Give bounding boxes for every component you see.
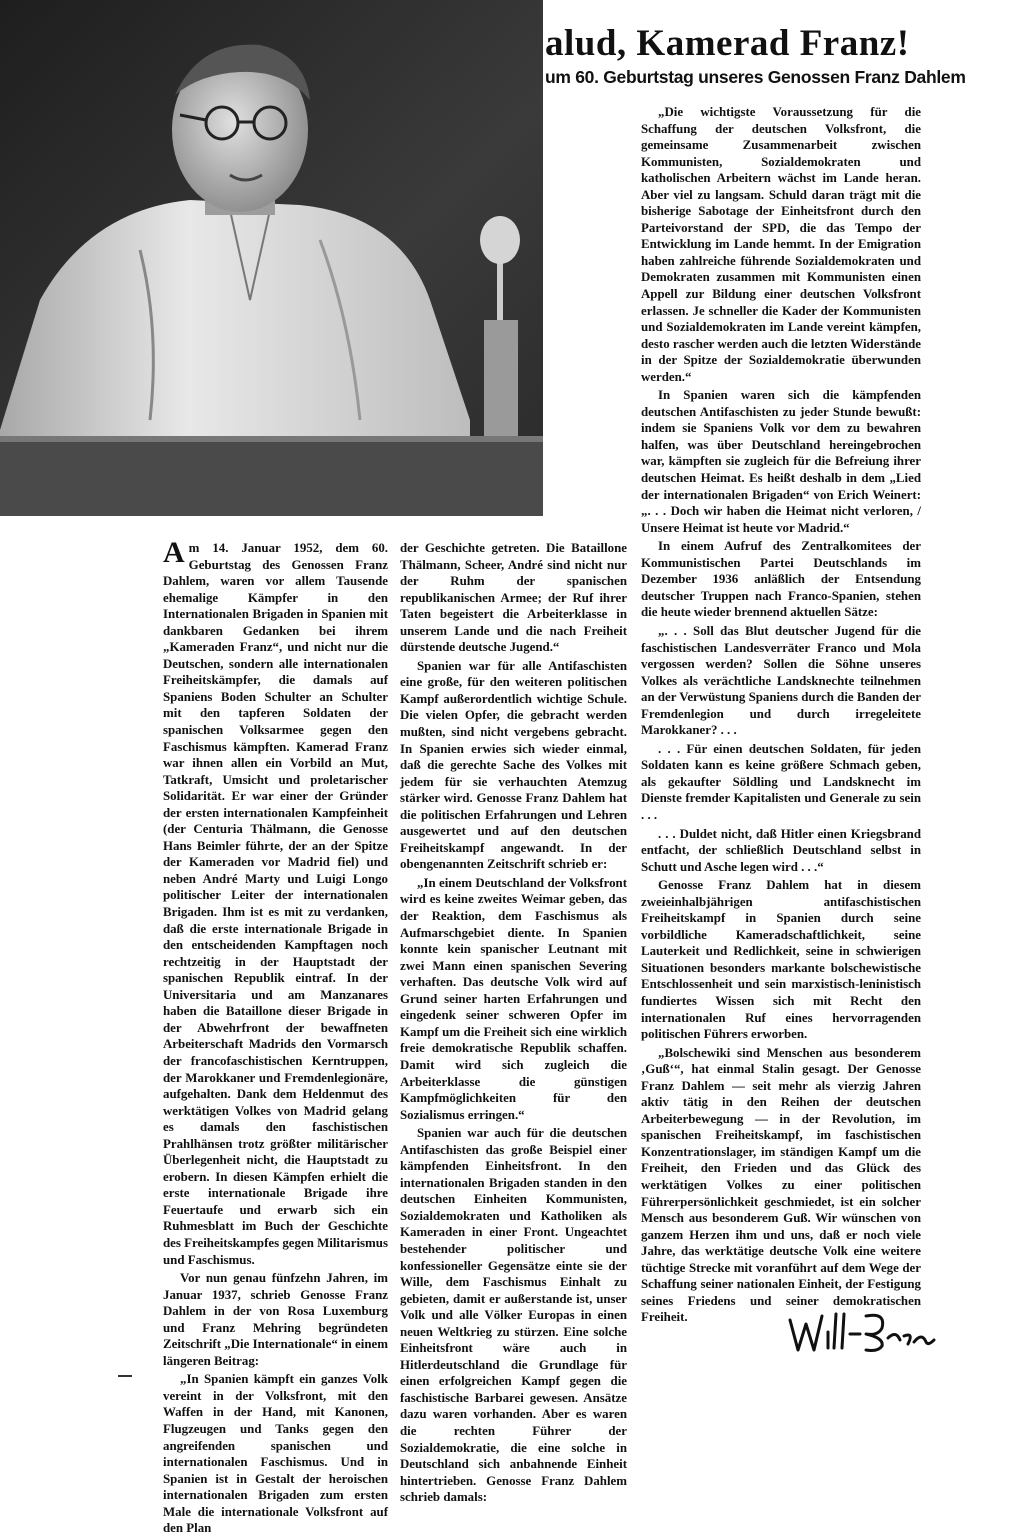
- paragraph: In einem Aufruf des Zentralkomitees der Kommunistischen Partei Deutschlands im Dezember 1936 anläßlich der Entsendung deutscher Truppen nach Franco-Spanien, stehen die heute wieder brennend aktuellen Sätze:: [641, 539, 921, 620]
- paragraph: „Die wichtigste Voraussetzung für die Schaffung der deutschen Volksfront, die gemeinsame Zusammenarbeit zwischen Kommunisten, Sozialdemokraten und katholischen Arbeitern wächst im Lande heran. Aber viel zu langsam. Schuld daran trägt mit die bisherige Sabotage der Einheitsfront durch den Parteivorstand der SPD, die das Tempo der Entwicklung im Lande hemmt. In der Emigration haben zahlreiche führende Sozialdemokraten und Demokraten zusammen mit Kommunisten einen Appell zur Bildung einer deutschen Volksfront erlassen. Je schneller die Kader der Kommunisten und Sozialdemokraten im Lande vereint kämpfen, desto rascher werden auch die letzten Widerstände in der Spitze der Sozialdemokratie überwunden werden.“: [641, 105, 921, 384]
- column-2: [400, 540, 627, 1508]
- paragraph-text: m 14. Januar 1952, dem 60. Geburtstag des Genossen Franz Dahlem, waren vor allem Tausende ehemalige Kämpfer in den Internationalen Brigaden in Spanien mit dankbaren Gedanken bei ihrem „Kameraden Franz“, und nicht nur die Deutschen, sondern alle internationalen Freiheitskämpfer, die damals auf Spaniens Boden Schulter an Schulter mit den tapferen Soldaten der spanischen Volksarmee gegen den Faschismus kämpften. Kamerad Franz war ihnen allen ein Vorbild an Mut, Tatkraft, Umsicht und proletarischer Solidarität. Er war einer der Gründer der ersten internationalen Kampfeinheit (der Centuria Thälmann, die Genosse Hans Beimler führte, der an der Spitze der Kameraden vor Madrid fiel) und neben André Marty und Luigi Longo politischer Leiter der internationalen Brigaden. Ihm ist es mit zu verdanken, daß die erste internationale Brigade in den entscheidenden Kampftagen noch rechtzeitig in der Hauptstadt der spanischen Republik eintraf. In der Universitaria und am Manzanares haben die Bataillone dieser Brigade in der Abwehrfront der bewaffneten Arbeiterschaft Madrids den Vormarsch der francofaschistischen Kerntruppen, der Marokkaner und Fremdenlegionäre, aufgehalten. Dank dem Heldenmut des werktätigen Volkes von Madrid gelang es damals den faschistischen Prahlhänsen trotz größter militärischer Überlegenheit nicht, die Hauptstadt zu erobern. In diesen Kämpfen erhielt die erste internationale Brigade ihre Feuertaufe und erwarb sich ein Ruhmesblatt im Buch der Geschichte des Freiheitskampfes gegen Militarismus und Faschismus.: [163, 541, 388, 1267]
- subheadline: um 60. Geburtstag unseres Genossen Franz Dahlem: [545, 67, 966, 87]
- paragraph: „In Spanien kämpft ein ganzes Volk vereint in der Volksfront, mit den Waffen in der Hand, mit Kanonen, Flugzeugen und Tanks gegen den angreifenden spanischen und internationalen Faschismus. Und in Spanien ist in Gestalt der heroischen internationalen Brigaden zum ersten Male die internationale Volksfront auf den Plan: [163, 1372, 388, 1536]
- drop-cap: A: [163, 536, 185, 569]
- paragraph: „In einem Deutschland der Volksfront wird es keine zweites Weimar geben, das der Reaktion, dem Faschismus als Aufmarschgebiet diente. In Spanien konnte kein spanischer Leutnant mit zwei Mann einen spanischen Severing verhaften. Das deutsche Volk wird auf Grund seiner harten Erfahrungen und eingedenk seiner schweren Opfer im Kampf um die Freiheit sich eine wirklich freie demokratische Republik schaffen. Damit wird sich zugleich die Arbeiterklasse die günstigen Kampfmöglichkeiten für den Sozialismus erringen.“: [400, 875, 627, 1122]
- paragraph: „Bolschewiki sind Menschen aus besonderem ‚Guß‘“, hat einmal Stalin gesagt. Der Genosse Franz Dahlem — seit mehr als vierzig Jahren aktiv tätig in den Reihen der deutschen Arbeiterbewegung — in der Revolution, im spanischen Freiheitskampf, im faschistischen Konzentrationslager, im ständigen Kampf um die Freiheit, den Frieden und das Glück des werktätigen Volkes zu einer politischen Führerpersönlichkeit geschmiedet, ist ein solcher Mensch aus besonderem Guß. Wir wünschen von ganzem Herzen ihm und uns, daß er noch viele Jahre, das werktätige deutsche Volk eine weitere tüchtige Strecke mit voranführt auf dem Wege der Schaffung seiner nationalen Einheit, der Festigung seines Friedens und seiner demokratischen Freiheit.: [641, 1045, 921, 1325]
- column-1: [163, 536, 388, 1539]
- headline: alud, Kamerad Franz!: [545, 23, 910, 64]
- paragraph: [163, 536, 388, 1268]
- paragraph: Genosse Franz Dahlem hat in diesem zweieinhalbjährigen antifaschistischen Freiheitskampf in Spanien durch seine vorbildliche Kameradschaftlichkeit, seine Lauterkeit und Redlichkeit, seine in schwierigen Situationen besonders markante bolschewistische Entschlossenheit und sein marxistisch-leninistisch fundiertes Wissen sich mit Recht den internationalen Ruf eines hervorragenden politischen Führers erworben.: [641, 878, 921, 1042]
- paragraph: Spanien war für alle Antifaschisten eine große, für den weiteren politischen Kampf außerordentlich wichtige Schule. Die vielen Opfer, die gebracht werden mußten, sind nicht vergebens gebracht. In Spanien erwies sich wieder einmal, daß die gerechte Sache des Volkes mit jedem für sie verhauchten Atemzug stärker wird. Genosse Franz Dahlem hat die politischen Erfahrungen und Lehren ausgewertet und auf den deutschen Freiheitskampf angewandt. In der obengenannten Zeitschrift schrieb er:: [400, 658, 627, 872]
- column-3: [641, 104, 921, 1328]
- paragraph: In Spanien waren sich die kämpfenden deutschen Antifaschisten zu jeder Stunde bewußt: indem sie Spaniens Volk vor dem zu bewahren halfen, was über Deutschland hereingebrochen war, kämpften sie zugleich für die Befreiung ihrer deutschen Heimat. Es heißt deshalb in dem „Lied der internationalen Brigaden“ von Erich Weinert: „. . . Doch wir haben die Heimat nicht verloren, / Unsere Heimat ist heute vor Madrid.“: [641, 388, 921, 535]
- paragraph: Vor nun genau fünfzehn Jahren, im Januar 1937, schrieb Genosse Franz Dahlem in der von Rosa Luxemburg und Franz Mehring begründeten Zeitschrift „Die Internationale“ in einem längeren Beitrag:: [163, 1271, 388, 1368]
- paragraph: . . . Duldet nicht, daß Hitler einen Kriegsbrand entfacht, der schließlich Deutschland selbst in Schutt und Asche legen wird . . .“: [641, 826, 921, 874]
- page-mark: [118, 1375, 132, 1377]
- paragraph: . . . Für einen deutschen Soldaten, für jeden Soldaten kann es keine größere Schmach geben, als gekaufter Söldling und Landsknecht im Dienste fremder Kapitalisten und Generale zu sein . . .: [641, 741, 921, 822]
- speaker-photo: [0, 0, 543, 516]
- paragraph: der Geschichte getreten. Die Bataillone Thälmann, Scheer, André sind nicht nur der Ruhm der spanischen republikanischen Armee; der Ruf ihrer Taten begeistert die Arbeiterklasse in unserem Lande und die nach Freiheit dürstende deutsche Jugend.“: [400, 541, 627, 655]
- paragraph: „. . . Soll das Blut deutscher Jugend für die faschistischen Landesverräter Franco und Mola vergossen werden? Sollen die Söhne unseres Volkes als verächtliche Landsknechte teilnehmen an der Verwüstung Spaniens durch die Banden der Fremdenlegion und durch irregeleitete Marokkaner? . . .: [641, 623, 921, 738]
- handwritten-signature: [782, 1302, 942, 1362]
- paragraph: Spanien war auch für die deutschen Antifaschisten das große Beispiel einer kämpfenden Einheitsfront. In den internationalen Brigaden standen in den deutschen Einheiten Kommunisten, Sozialdemokraten und Katholiken als Kameraden in einer Front. Ungeachtet bestehender politischer und konfessioneller Gegensätze einte sie der Wille, dem Faschismus Einhalt zu gebieten, damit er außerstande ist, unser Volk und alle Völker Europas in einen neuen Weltkrieg zu stürzen. Eine solche Einheitsfront wäre auch in Hitlerdeutschland die Grundlage für einen erfolgreichen Kampf gegen die faschistische Barbarei gewesen. Ansätze dazu waren vorhanden. Aber es waren die rechten Führer der Sozialdemokratie, die eine solche in Deutschland sich anbahnende Einheit hintertrieben. Genosse Franz Dahlem schrieb damals:: [400, 1126, 627, 1505]
